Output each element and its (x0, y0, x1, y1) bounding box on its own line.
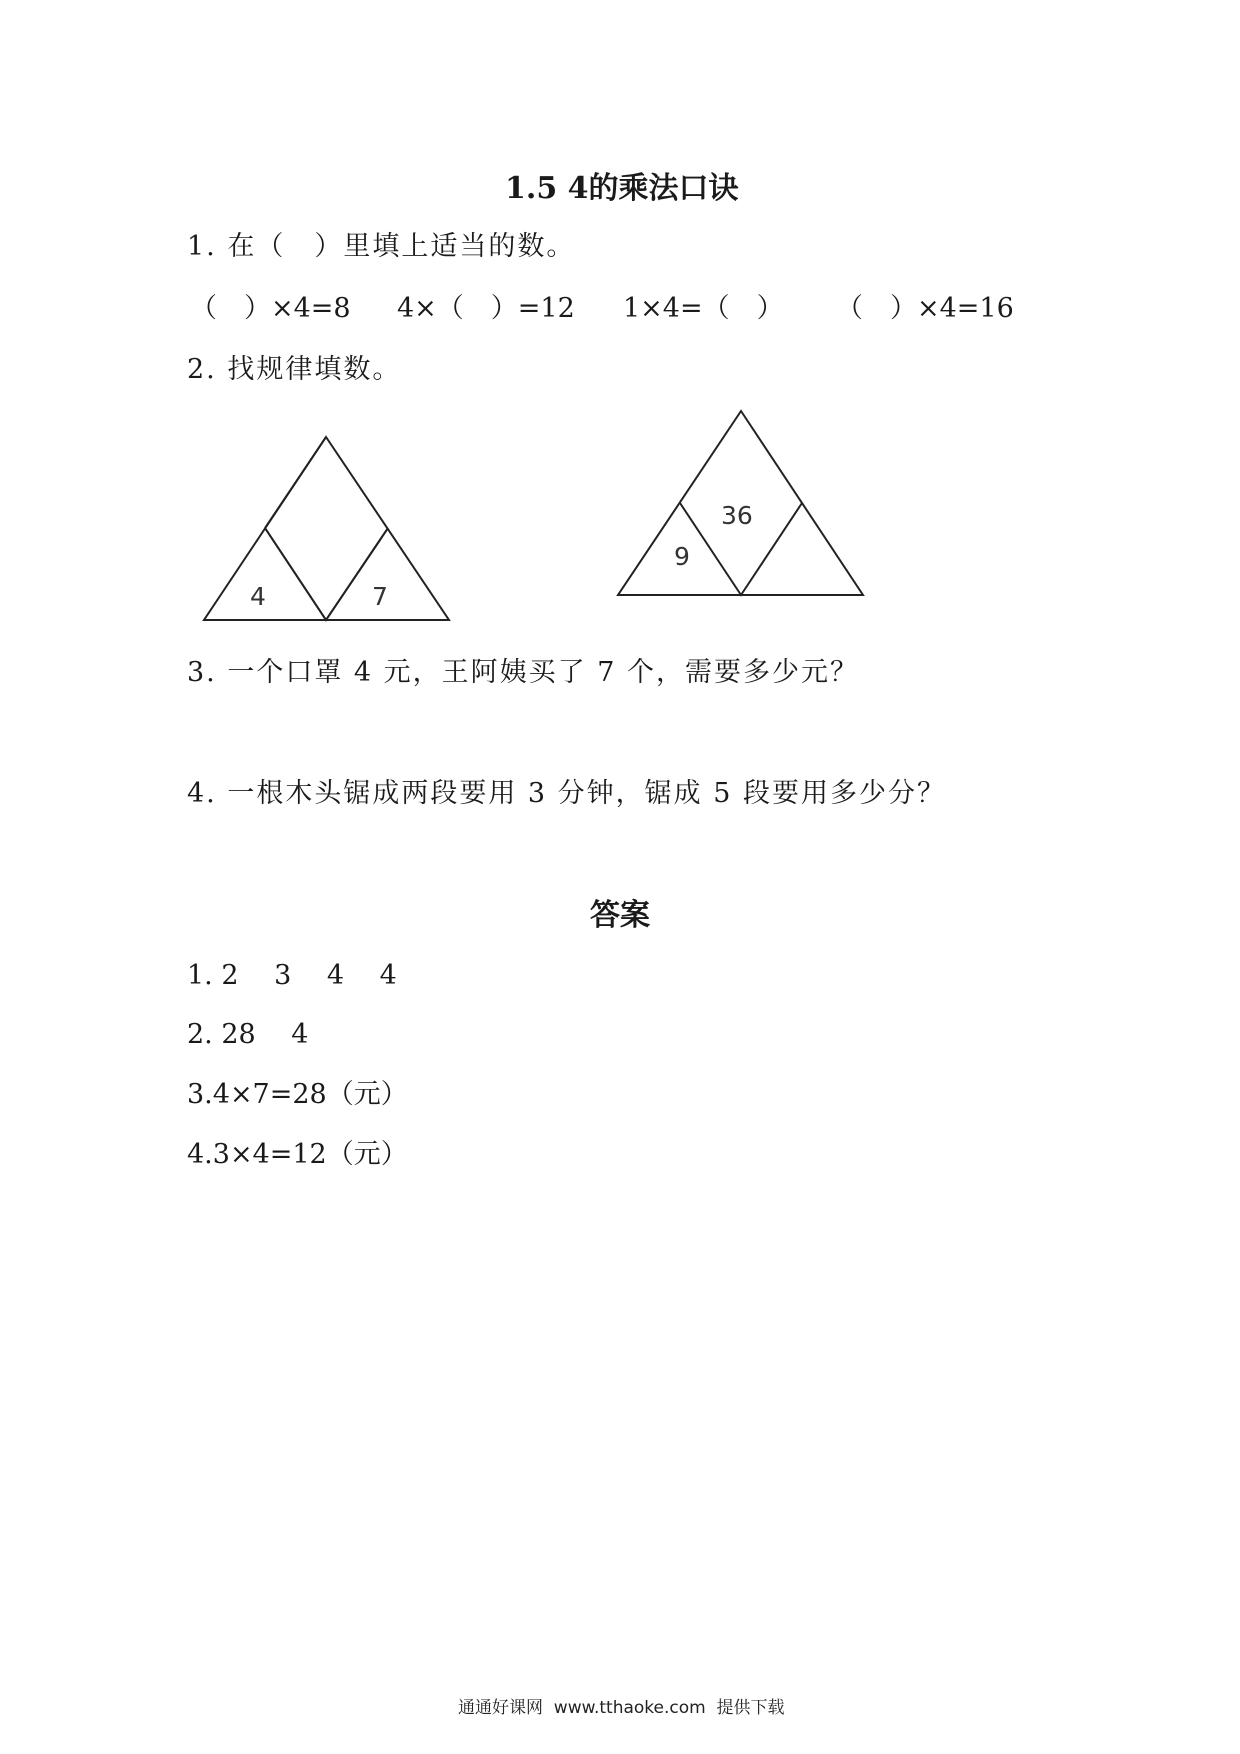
triangle-1-left-number: 4 (250, 582, 266, 611)
triangle-2-left-number: 9 (674, 542, 690, 571)
triangle-2-top-number: 36 (721, 501, 753, 530)
triangle-diagram-1-inner (265, 528, 388, 620)
question-1-prompt: 1. 在（ ）里填上适当的数。 (187, 231, 576, 262)
equation-2: 4×（ ）=12 (397, 293, 575, 324)
triangle-1-right-number: 7 (372, 582, 388, 611)
answers-heading: 答案 (590, 898, 650, 933)
answer-3: 3.4×7=28（元） (187, 1079, 408, 1110)
triangle-diagrams (0, 0, 1240, 700)
triangle-diagram-1 (204, 437, 449, 620)
equation-1: （ ）×4=8 (190, 293, 351, 324)
page-title: 1.5 4的乘法口诀 (505, 171, 739, 206)
equation-3: 1×4=（ ） (623, 293, 784, 324)
equation-4: （ ）×4=16 (836, 293, 1014, 324)
question-3-prompt: 3. 一个口罩 4 元，王阿姨买了 7 个，需要多少元？ (187, 657, 860, 688)
answer-2: 2. 28 4 (187, 1019, 309, 1050)
question-4-prompt: 4. 一根木头锯成两段要用 3 分钟，锯成 5 段要用多少分？ (187, 778, 947, 809)
answer-4: 4.3×4=12（元） (187, 1139, 408, 1170)
footer-credit: 通通好课网 www.tthaoke.com 提供下载 (458, 1698, 785, 1718)
answer-1: 1. 2 3 4 4 (187, 960, 397, 991)
question-2-prompt: 2. 找规律填数。 (187, 354, 402, 385)
